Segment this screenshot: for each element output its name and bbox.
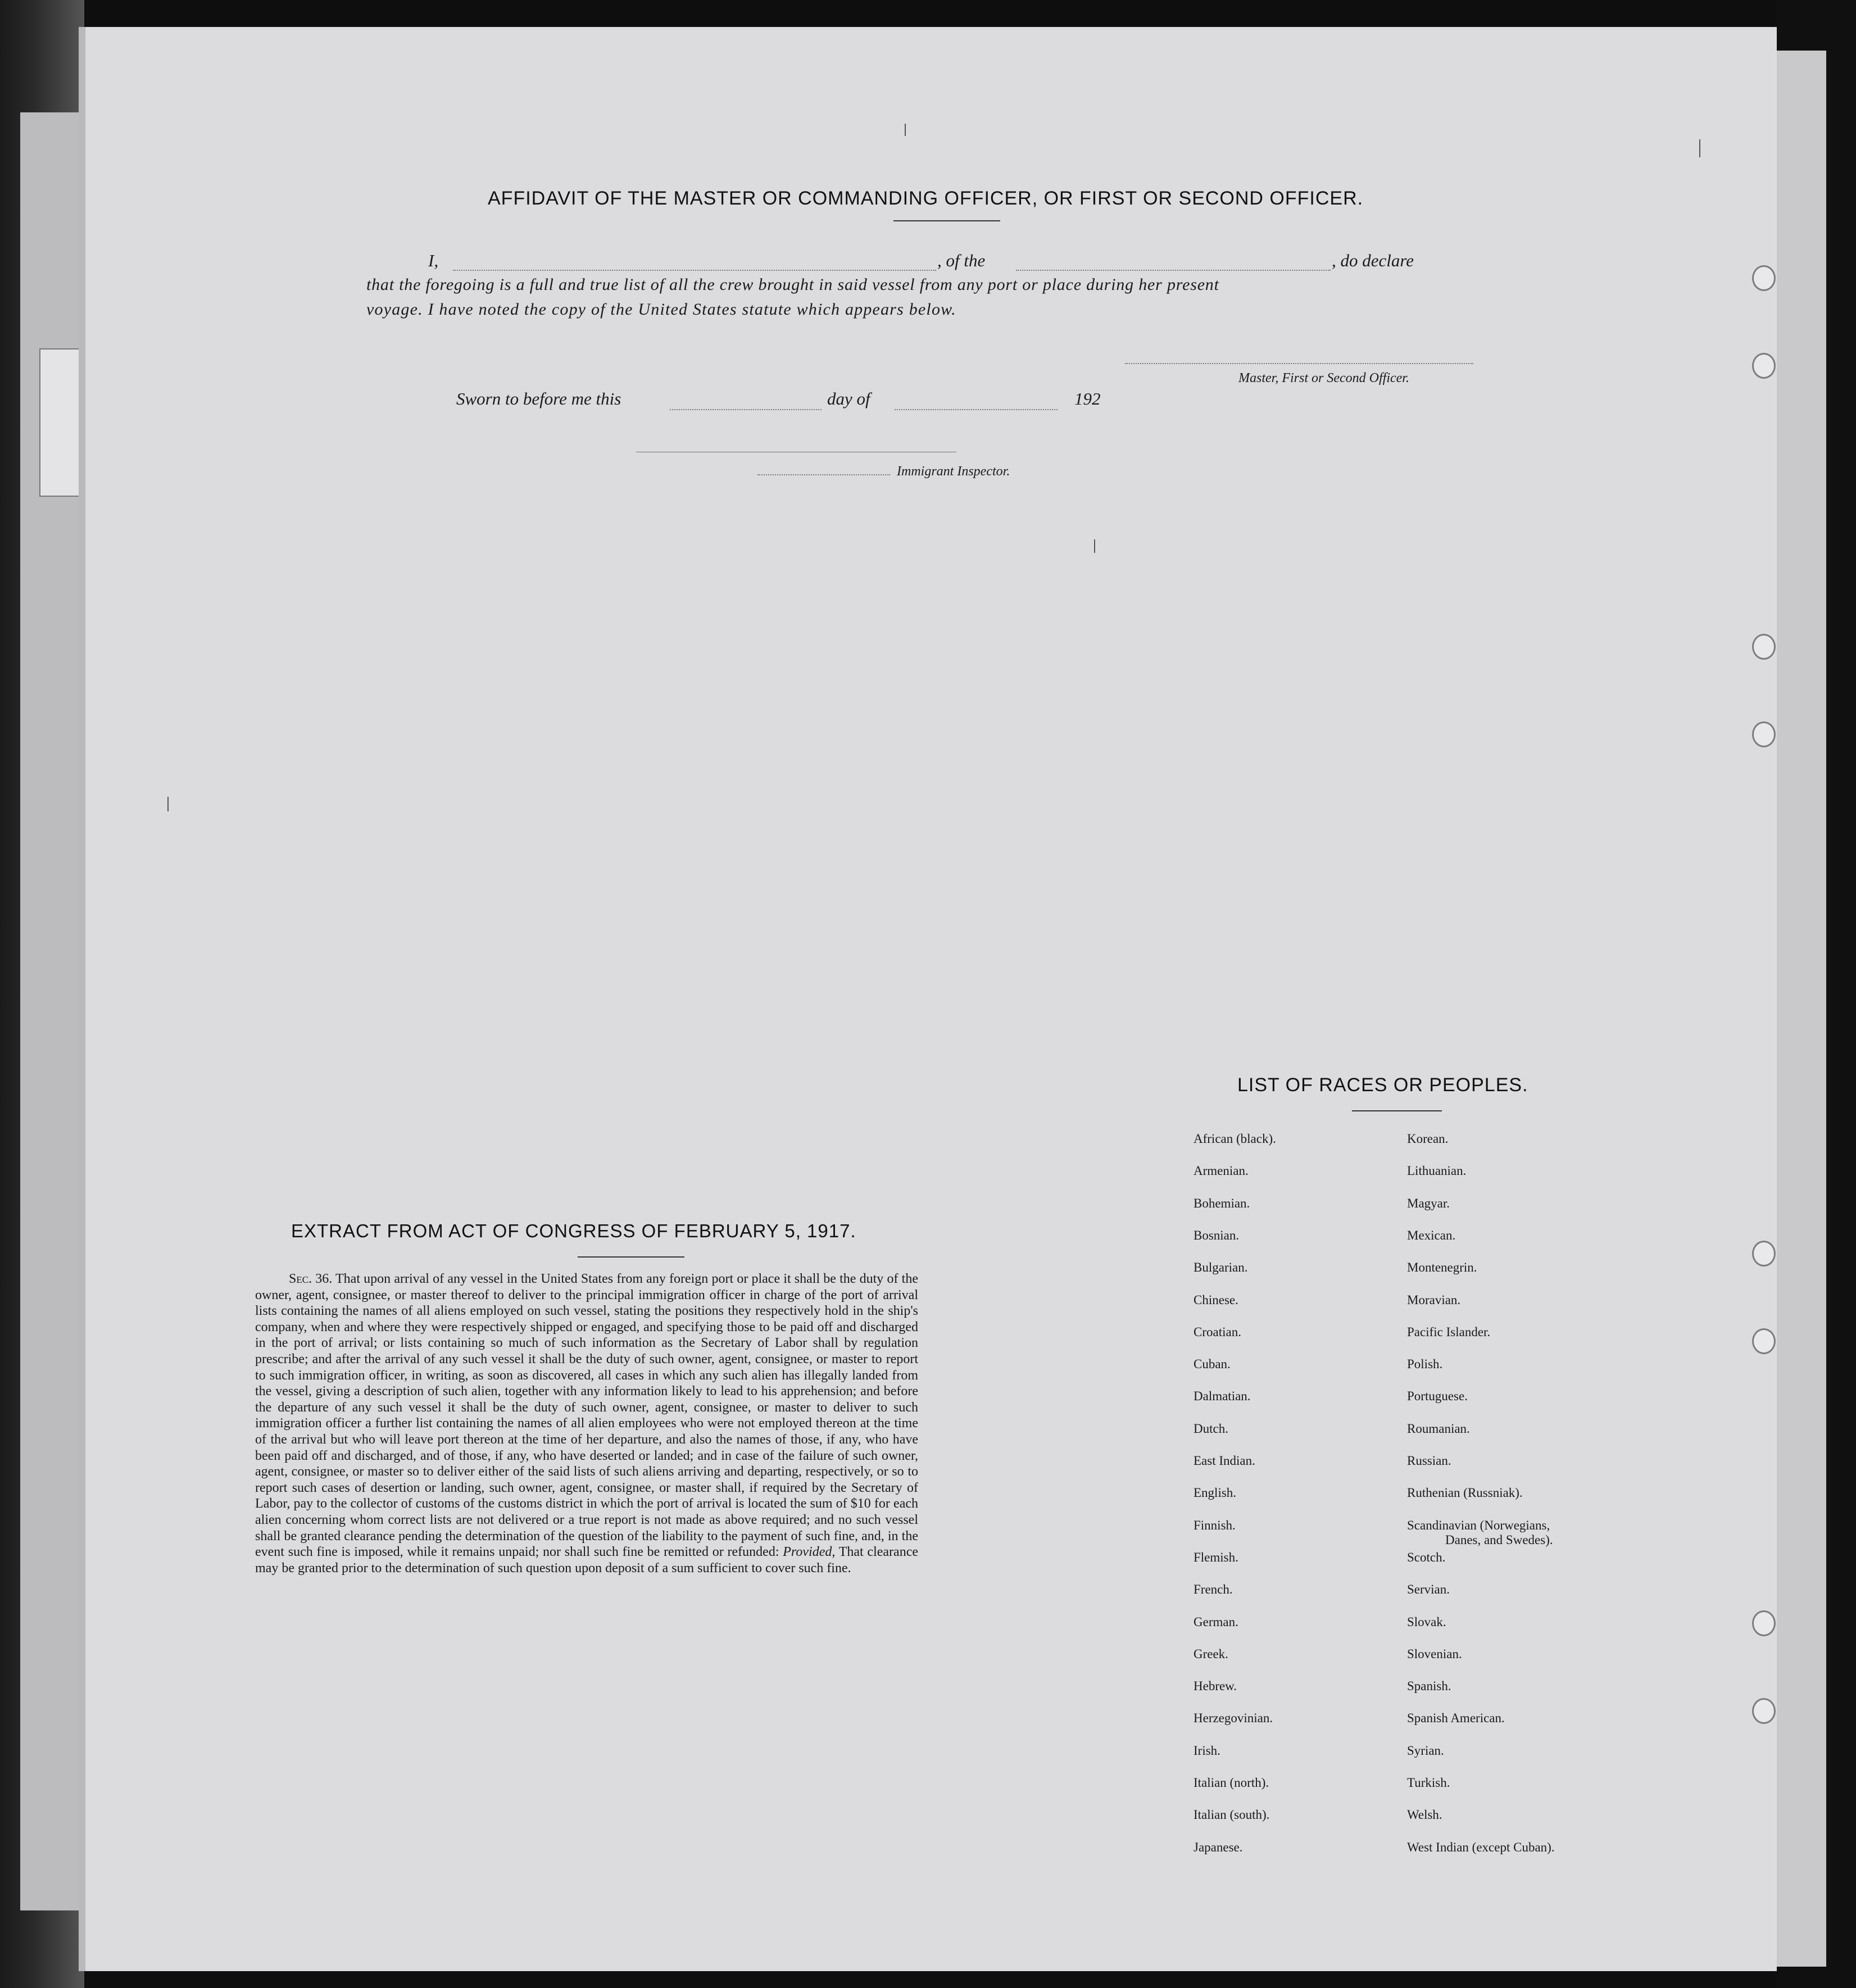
affidavit-line2: that the foregoing is a full and true list of all the crew brought in said vessel from any port or place during her present <box>366 275 1219 294</box>
sworn-day-of: day of <box>827 389 870 409</box>
race-item: Russian. <box>1407 1454 1451 1468</box>
race-item: Bosnian. <box>1194 1228 1240 1242</box>
race-item: Polish. <box>1407 1357 1443 1372</box>
race-item: English. <box>1194 1486 1237 1500</box>
race-item: African (black). <box>1194 1132 1276 1146</box>
section-text-part2: That clearance may be granted prior to the determination of such question upon deposit of a sum sufficient to cover such fine. <box>255 1545 918 1576</box>
race-item: Dutch. <box>1194 1421 1228 1436</box>
signature-label: Master, First or Second Officer. <box>1238 371 1409 385</box>
inspector-signature-line <box>757 474 890 475</box>
race-item: Welsh. <box>1407 1808 1442 1822</box>
race-item: Spanish American. <box>1407 1711 1505 1726</box>
stray-mark <box>167 797 169 811</box>
affidavit-line1-do-declare: , do declare <box>1332 251 1414 270</box>
race-item: Slovak. <box>1407 1614 1446 1629</box>
race-item: Mexican. <box>1407 1228 1456 1242</box>
race-item: French. <box>1194 1582 1233 1597</box>
race-item: Servian. <box>1407 1582 1450 1597</box>
race-item: Moravian. <box>1407 1292 1461 1307</box>
section-label: Sec. 36. <box>289 1272 333 1286</box>
race-item: Japanese. <box>1194 1840 1243 1854</box>
race-item: Lithuanian. <box>1407 1164 1467 1178</box>
affidavit-line1-i: I, <box>428 251 439 270</box>
race-item: Turkish. <box>1407 1776 1450 1790</box>
race-item: East Indian. <box>1194 1454 1255 1468</box>
race-item: Ruthenian (Russniak). <box>1407 1486 1523 1500</box>
race-item: Italian (north). <box>1194 1776 1269 1790</box>
race-item: Korean. <box>1407 1132 1449 1146</box>
race-item: Dalmatian. <box>1194 1389 1251 1404</box>
binder-hole <box>1752 1328 1776 1354</box>
race-item: Roumanian. <box>1407 1421 1470 1436</box>
vessel-name-line <box>1016 270 1331 271</box>
race-item: Pacific Islander. <box>1407 1324 1491 1339</box>
master-name-line <box>453 270 936 271</box>
races-heading: LIST OF RACES OR PEOPLES. <box>1237 1074 1528 1096</box>
affidavit-line3: voyage. I have noted the copy of the United States statute which appears below. <box>366 300 956 319</box>
race-item: Armenian. <box>1194 1164 1249 1178</box>
signature-line <box>1125 363 1473 364</box>
race-item: Chinese. <box>1194 1292 1238 1307</box>
race-item: Montenegrin. <box>1407 1260 1477 1275</box>
extract-heading: EXTRACT FROM ACT OF CONGRESS OF FEBRUARY 5, 1917. <box>291 1220 856 1241</box>
race-item: Greek. <box>1194 1646 1228 1661</box>
races-heading-rule <box>1352 1110 1442 1111</box>
race-item: West Indian (except Cuban). <box>1407 1840 1555 1854</box>
race-item: Magyar. <box>1407 1196 1450 1210</box>
race-item: Croatian. <box>1194 1324 1241 1339</box>
binder-hole <box>1752 634 1776 660</box>
race-item: Syrian. <box>1407 1743 1444 1758</box>
race-item: Irish. <box>1194 1743 1220 1758</box>
sworn-day-line <box>670 409 822 410</box>
binder-hole <box>1752 1241 1776 1267</box>
stray-mark <box>1094 539 1095 553</box>
affidavit-heading: AFFIDAVIT OF THE MASTER OR COMMANDING OFFICER, OR FIRST OR SECOND OFFICER. <box>488 188 1364 209</box>
race-item: Herzegovinian. <box>1194 1711 1273 1726</box>
affidavit-heading-rule <box>893 220 1000 221</box>
race-item: Italian (south). <box>1194 1808 1270 1822</box>
binder-hole <box>1752 1698 1776 1724</box>
left-binding-strip <box>0 0 84 1988</box>
race-item: Spanish. <box>1407 1679 1451 1694</box>
sworn-prefix: Sworn to before me this <box>456 389 621 409</box>
race-item: Scotch. <box>1407 1550 1446 1564</box>
race-item: Flemish. <box>1194 1550 1238 1564</box>
binder-hole <box>1752 353 1776 379</box>
provided-label: Provided, <box>783 1545 836 1560</box>
binder-hole <box>1752 265 1776 291</box>
inspector-label: Immigrant Inspector. <box>897 464 1010 479</box>
race-item: Danes, and Swedes). <box>1445 1532 1553 1547</box>
race-item: Slovenian. <box>1407 1646 1462 1661</box>
section-text-part1: That upon arrival of any vessel in the United States from any foreign port or place it shall be the duty of the owner, agent, consignee, or master thereof to deliver to the principal immigration officer in charge of the port of arrival lists containing the names of all aliens employed on such vessel, stating the positions they respectively hold in the ship's company, when and where they were respectively shipped or engaged, and specifying those to be paid off and discharged in the port of arrival; or lists containing so much of such information as the Secretary of Labor shall by regulation prescribe; and after the arrival of any such vessel it shall be the duty of such owner, agent, consignee, or master to report to such immigration officer, in writing, as soon as discovered, all cases in which any such alien has illegally landed from the vessel, giving a description of such alien, together with any information likely to lead to his apprehension; and before the departure of any such vessel it shall be the duty of such owner, agent, consignee, or master to deliver to such immigration officer a further list containing the names of all alien employees who were not employed thereon at the time of the arrival but who will leave port thereon at the time of her departure, and also the names of those, if any, who have been paid off and discharged, and of those, if any, who have deserted or landed; and in case of the failure of such owner, agent, consignee, or master so to deliver either of the said lists of such aliens arriving and departing, respectively, or so to report such cases of desertion or landing, such owner, agent, consignee, or master shall, if required by the Secretary of Labor, pay to the collector of customs of the customs district in which the port of arrival is located the sum of $10 for each alien concerning whom correct lists are not delivered or a true report is not made as above required; and no such vessel shall be granted clearance pending the determination of the question of the liability to the payment of such fine, and, in the event such fine is imposed, while it remains unpaid; nor shall such fine be remitted or refunded: <box>255 1272 918 1560</box>
stray-mark <box>1699 139 1700 157</box>
right-sheet-edge <box>1776 51 1826 1967</box>
document-page <box>84 27 1777 1971</box>
race-item: German. <box>1194 1614 1238 1629</box>
sworn-year: 192 <box>1074 389 1101 409</box>
race-item: Bohemian. <box>1194 1196 1250 1210</box>
race-item: Scandinavian (Norwegians, <box>1407 1518 1550 1532</box>
sworn-month-line <box>895 409 1058 410</box>
race-item: Bulgarian. <box>1194 1260 1248 1275</box>
stray-mark <box>905 124 906 136</box>
affidavit-line1-of-the: , of the <box>937 251 986 270</box>
binder-hole <box>1752 721 1776 747</box>
race-item: Finnish. <box>1194 1518 1236 1532</box>
extract-heading-rule <box>578 1256 684 1258</box>
race-item: Portuguese. <box>1407 1389 1468 1404</box>
binder-hole <box>1752 1610 1776 1636</box>
extract-section-36 <box>255 1271 918 1576</box>
race-item: Cuban. <box>1194 1357 1231 1372</box>
race-item: Hebrew. <box>1194 1679 1237 1694</box>
